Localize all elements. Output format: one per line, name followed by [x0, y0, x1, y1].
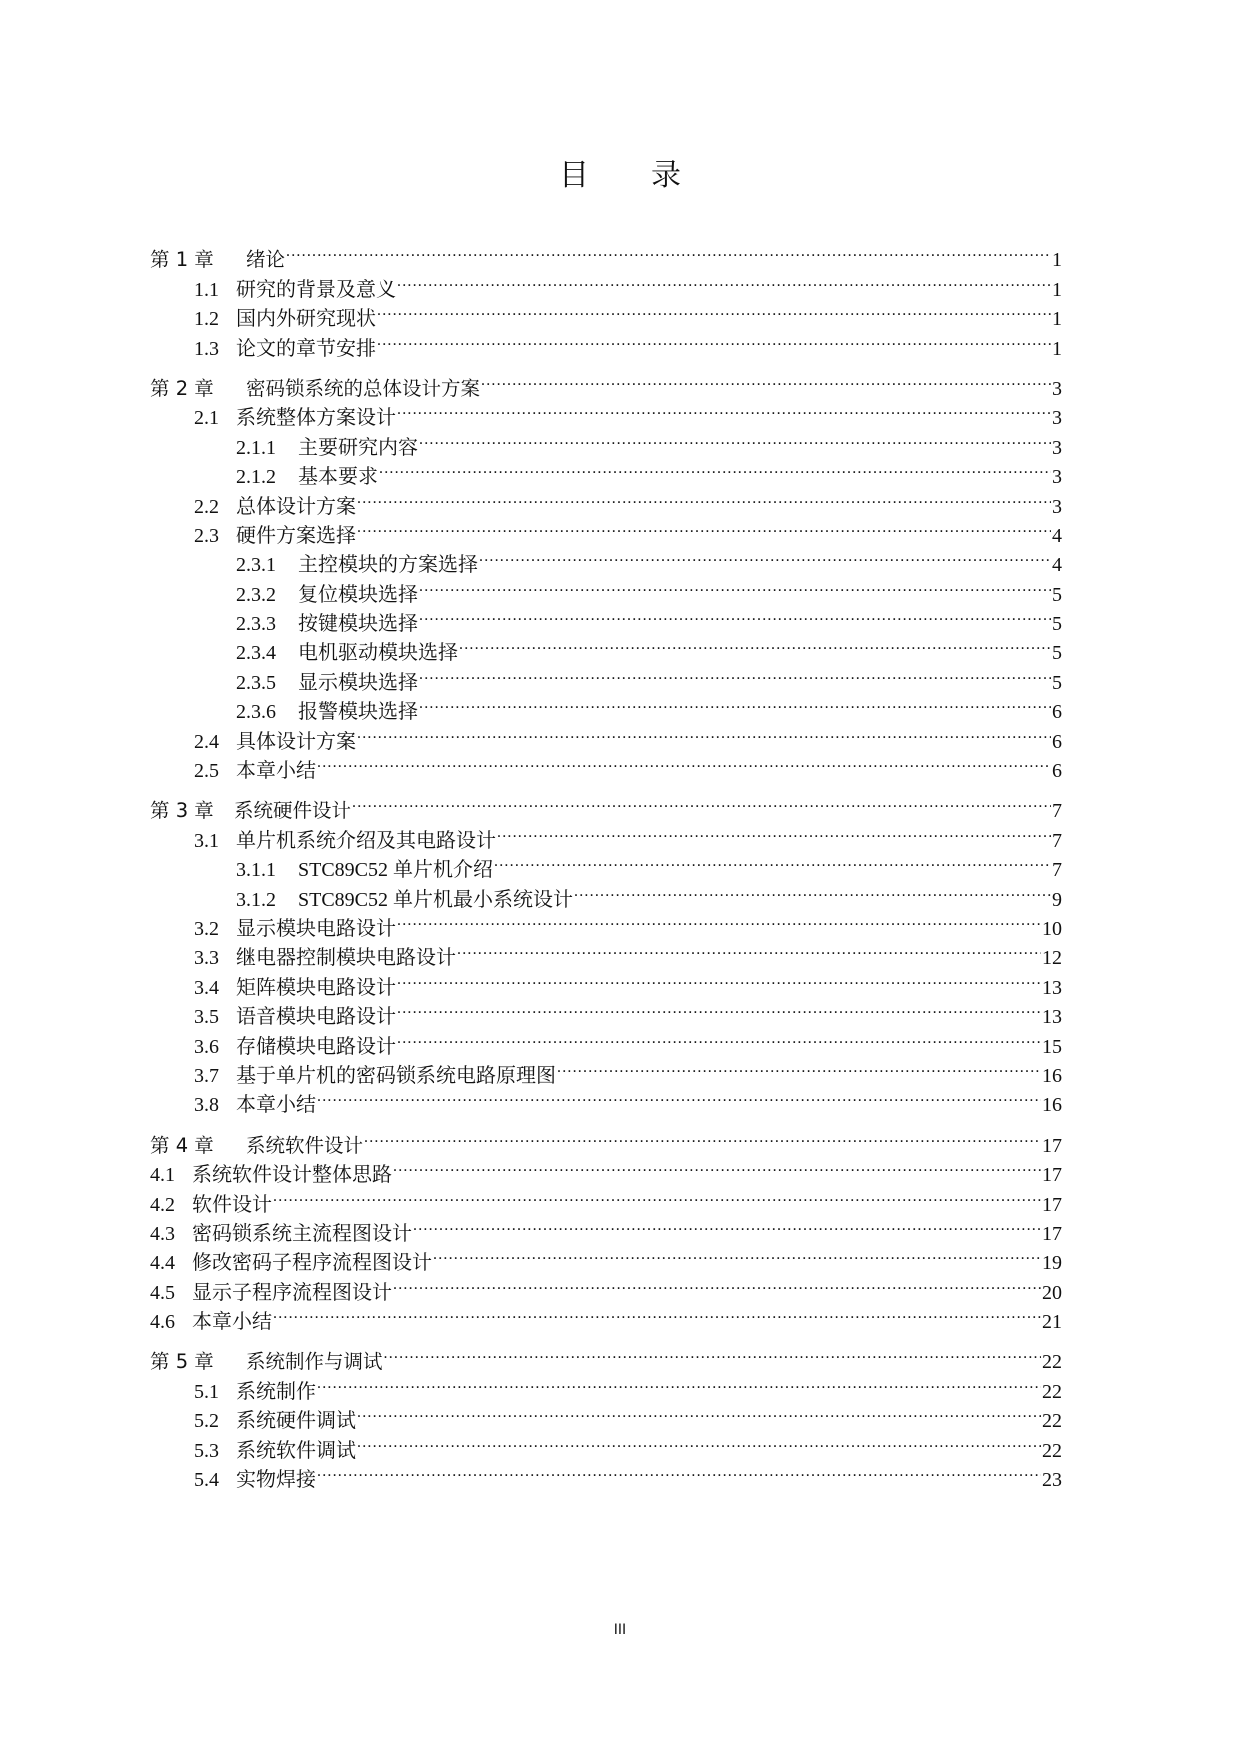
dot-leader: [352, 788, 1051, 817]
dot-leader: [457, 935, 1041, 964]
toc-entry-number: 5.3: [194, 1439, 219, 1462]
toc-entry-label: 本章小结: [236, 1094, 316, 1117]
toc-entry-label: 系统硬件调试: [236, 1410, 356, 1433]
toc-section-entry[interactable]: [150, 1181, 1062, 1216]
toc-entry-page: 4: [1052, 524, 1062, 547]
toc-entry-number: 2.5: [194, 760, 219, 783]
toc-entry-number: 3.7: [194, 1064, 219, 1087]
toc-entry-number: 1.2: [194, 308, 219, 331]
toc-entry-label: 继电器控制模块电路设计: [236, 947, 456, 970]
toc-entry-page: 4: [1052, 554, 1062, 577]
dot-leader: [317, 1368, 1041, 1397]
toc-section-entry[interactable]: [150, 1299, 1062, 1334]
toc-entry-label: STC89C52 单片机最小系统设计: [298, 888, 574, 911]
toc-entry-number: 1.1: [194, 278, 219, 301]
toc-entry-page: 12: [1042, 947, 1062, 970]
toc-entry-number: 2.3.6: [236, 701, 276, 724]
toc-entry-page: 3: [1052, 436, 1062, 459]
dot-leader: [286, 237, 1051, 266]
toc-section-entry[interactable]: [150, 935, 1062, 970]
toc-entry-label: 本章小结: [192, 1311, 272, 1334]
toc-entry-number: 4.4: [150, 1252, 175, 1275]
toc-entry-number: 3.6: [194, 1035, 219, 1058]
toc-entry-number: 3.1.1: [236, 859, 276, 882]
toc-section-entry[interactable]: [150, 748, 1062, 783]
toc-section-entry[interactable]: [150, 847, 1062, 882]
toc-entry-number: 2.3.5: [236, 671, 276, 694]
toc-entry-number: 第 1 章: [150, 248, 214, 272]
toc-entry-page: 6: [1052, 760, 1062, 783]
toc-section-entry[interactable]: [150, 483, 1062, 518]
toc-entry-number: 5.1: [194, 1380, 219, 1403]
toc-entry-number: 5.2: [194, 1410, 219, 1433]
toc-entry-label: 修改密码子程序流程图设计: [192, 1252, 432, 1275]
toc-entry-page: 23: [1042, 1469, 1062, 1492]
toc-entry-label: 总体设计方案: [236, 495, 356, 518]
dot-leader: [433, 1240, 1041, 1269]
toc-entry-number: 第 2 章: [150, 376, 214, 400]
dot-leader: [317, 1457, 1041, 1486]
dot-leader: [357, 1427, 1041, 1456]
toc-entry-label: 软件设计: [192, 1193, 272, 1216]
toc-entry-label: 电机驱动模块选择: [298, 642, 458, 665]
dot-leader: [357, 1398, 1041, 1427]
toc-entry-label: 系统制作: [236, 1380, 316, 1403]
toc-entry-label: 密码锁系统的总体设计方案: [246, 376, 481, 400]
toc-section-entry[interactable]: [150, 454, 1062, 489]
toc-entry-number: 第 4 章: [150, 1133, 214, 1157]
toc-section-entry[interactable]: [150, 395, 1062, 430]
dot-leader: [273, 1181, 1041, 1210]
toc-section-entry[interactable]: [150, 296, 1062, 331]
toc-entry-number: 第 5 章: [150, 1350, 214, 1374]
toc-entry-label: 具体设计方案: [236, 730, 356, 753]
toc-entry-label: 矩阵模块电路设计: [236, 976, 396, 999]
dot-leader: [317, 748, 1051, 777]
dot-leader: [419, 689, 1051, 718]
toc-entry-page: 5: [1052, 642, 1062, 665]
toc-entry-page: 17: [1042, 1193, 1062, 1216]
toc-chapter-entry[interactable]: [150, 1339, 1062, 1374]
dot-leader: [419, 424, 1051, 453]
title-char-1: 目: [559, 158, 589, 193]
toc-entry-number: 2.1.2: [236, 466, 276, 489]
toc-section-entry[interactable]: [150, 964, 1062, 999]
toc-entry-label: 基本要求: [298, 466, 378, 489]
toc-entry-number: 5.4: [194, 1469, 219, 1492]
toc-entry-number: 3.2: [194, 917, 219, 940]
dot-leader: [494, 847, 1051, 876]
dot-leader: [397, 266, 1051, 295]
dot-leader: [557, 1053, 1041, 1082]
toc-entry-page: 3: [1052, 407, 1062, 430]
toc-entry-label: 系统软件设计整体思路: [192, 1164, 392, 1187]
page-title: [0, 150, 1240, 194]
toc-entry-number: 3.1.2: [236, 888, 276, 911]
dot-leader: [393, 1269, 1041, 1298]
toc-section-entry[interactable]: [150, 1457, 1062, 1492]
toc-section-entry[interactable]: [150, 1053, 1062, 1087]
toc-section-entry[interactable]: [150, 542, 1062, 577]
toc-entry-page: 17: [1042, 1134, 1062, 1157]
toc-section-entry[interactable]: [150, 424, 1062, 459]
toc-entry-number: 3.5: [194, 1006, 219, 1029]
toc-entry-label: 报警模块选择: [298, 701, 418, 724]
dot-leader: [459, 630, 1051, 659]
toc-entry-label: 实物焊接: [236, 1469, 316, 1492]
toc-entry-label: 主要研究内容: [298, 436, 418, 459]
toc-section-entry[interactable]: [150, 1269, 1062, 1304]
toc-section-entry[interactable]: [150, 1398, 1062, 1433]
toc-entry-label: STC89C52 单片机介绍: [298, 859, 494, 882]
toc-entry-number: 2.3.3: [236, 613, 276, 636]
toc-entry-page: 22: [1042, 1439, 1062, 1462]
toc-section-entry[interactable]: [150, 1427, 1062, 1462]
toc-entry-page: 22: [1042, 1410, 1062, 1433]
dot-leader: [317, 1082, 1041, 1111]
toc-entry-page: 7: [1052, 859, 1062, 882]
toc-entry-label: 显示模块电路设计: [236, 917, 396, 940]
toc-entry-page: 1: [1052, 337, 1062, 360]
toc-entry-page: 3: [1052, 377, 1062, 400]
toc-entry-number: 2.4: [194, 730, 219, 753]
toc-entry-page: 21: [1042, 1311, 1062, 1334]
dot-leader: [377, 325, 1051, 354]
toc-entry-page: 22: [1042, 1380, 1062, 1403]
table-of-contents: [150, 237, 1062, 1492]
toc-entry-label: 系统软件调试: [236, 1439, 356, 1462]
dot-leader: [397, 395, 1051, 424]
dot-leader: [419, 571, 1051, 600]
toc-entry-label: 硬件方案选择: [236, 524, 356, 547]
toc-entry-page: 10: [1042, 917, 1062, 940]
toc-section-entry[interactable]: [150, 601, 1062, 636]
dot-leader: [393, 1152, 1041, 1181]
toc-entry-page: 1: [1052, 278, 1062, 301]
toc-entry-page: 16: [1042, 1064, 1062, 1087]
toc-entry-page: 20: [1042, 1281, 1062, 1304]
toc-entry-number: 3.1: [194, 829, 219, 852]
toc-entry-number: 2.3.1: [236, 554, 276, 577]
toc-entry-label: 系统硬件设计: [234, 799, 352, 823]
toc-entry-label: 按键模块选择: [298, 613, 418, 636]
dot-leader: [379, 454, 1051, 483]
toc-section-entry[interactable]: [150, 906, 1062, 940]
toc-section-entry[interactable]: [150, 689, 1062, 724]
dot-leader: [364, 1122, 1041, 1151]
toc-entry-label: 单片机系统介绍及其电路设计: [236, 829, 496, 852]
toc-entry-number: 2.1: [194, 407, 219, 430]
toc-chapter-entry[interactable]: [150, 366, 1062, 400]
toc-entry-number: 4.2: [150, 1193, 175, 1216]
toc-entry-page: 15: [1042, 1035, 1062, 1058]
dot-leader: [479, 542, 1051, 571]
toc-entry-label: 研究的背景及意义: [236, 278, 396, 301]
toc-section-entry[interactable]: [150, 630, 1062, 665]
dot-leader: [397, 964, 1041, 993]
toc-entry-number: 1.3: [194, 337, 219, 360]
dot-leader: [497, 817, 1051, 846]
toc-chapter-entry[interactable]: [150, 788, 1062, 823]
toc-entry-number: 2.2: [194, 495, 219, 518]
toc-entry-page: 13: [1042, 976, 1062, 999]
toc-section-entry[interactable]: [150, 659, 1062, 694]
dot-leader: [574, 876, 1051, 905]
dot-leader: [481, 366, 1051, 395]
toc-entry-page: 3: [1052, 495, 1062, 518]
toc-entry-label: 复位模块选择: [298, 583, 418, 606]
toc-entry-label: 本章小结: [236, 760, 316, 783]
toc-section-entry[interactable]: [150, 876, 1062, 911]
toc-entry-number: 2.3.4: [236, 642, 276, 665]
toc-entry-page: 5: [1052, 671, 1062, 694]
toc-entry-number: 3.8: [194, 1094, 219, 1117]
dot-leader: [377, 296, 1051, 325]
page-number-footer: III: [613, 1622, 627, 1638]
toc-section-entry[interactable]: [150, 1082, 1062, 1117]
toc-section-entry[interactable]: [150, 513, 1062, 547]
dot-leader: [413, 1211, 1041, 1240]
dot-leader: [397, 1023, 1041, 1052]
toc-section-entry[interactable]: [150, 1152, 1062, 1187]
toc-entry-page: 1: [1052, 308, 1062, 331]
dot-leader: [384, 1339, 1041, 1368]
dot-leader: [397, 906, 1041, 935]
toc-entry-page: 13: [1042, 1006, 1062, 1029]
toc-entry-label: 基于单片机的密码锁系统电路原理图: [236, 1064, 556, 1087]
title-char-2: 录: [651, 158, 681, 193]
dot-leader: [357, 718, 1051, 747]
toc-entry-label: 密码锁系统主流程图设计: [192, 1222, 412, 1245]
toc-entry-label: 系统整体方案设计: [236, 407, 396, 430]
toc-entry-page: 22: [1042, 1351, 1062, 1374]
toc-entry-page: 6: [1052, 730, 1062, 753]
toc-entry-number: 2.1.1: [236, 436, 276, 459]
toc-section-entry[interactable]: [150, 266, 1062, 301]
toc-section-entry[interactable]: [150, 1368, 1062, 1403]
dot-leader: [357, 483, 1051, 512]
toc-entry-page: 19: [1042, 1252, 1062, 1275]
toc-entry-page: 5: [1052, 613, 1062, 636]
toc-entry-label: 显示子程序流程图设计: [192, 1281, 392, 1304]
toc-entry-page: 5: [1052, 583, 1062, 606]
toc-entry-label: 系统软件设计: [246, 1133, 364, 1157]
toc-entry-number: 4.3: [150, 1222, 175, 1245]
toc-section-entry[interactable]: [150, 325, 1062, 360]
toc-entry-number: 2.3: [194, 524, 219, 547]
toc-entry-page: 16: [1042, 1094, 1062, 1117]
toc-entry-label: 系统制作与调试: [246, 1350, 383, 1374]
dot-leader: [273, 1299, 1041, 1328]
toc-entry-page: 7: [1052, 800, 1062, 823]
toc-section-entry[interactable]: [150, 571, 1062, 606]
dot-leader: [357, 513, 1051, 542]
toc-section-entry[interactable]: [150, 1240, 1062, 1275]
dot-leader: [397, 994, 1041, 1023]
toc-entry-label: 显示模块选择: [298, 671, 418, 694]
toc-section-entry[interactable]: [150, 718, 1062, 753]
toc-entry-page: 9: [1052, 888, 1062, 911]
toc-entry-label: 论文的章节安排: [236, 337, 376, 360]
toc-entry-number: 2.3.2: [236, 583, 276, 606]
dot-leader: [419, 601, 1051, 630]
toc-entry-number: 第 3 章: [150, 799, 214, 823]
toc-entry-page: 17: [1042, 1164, 1062, 1187]
toc-entry-number: 4.1: [150, 1164, 175, 1187]
toc-entry-number: 4.6: [150, 1311, 175, 1334]
toc-chapter-entry[interactable]: [150, 1122, 1062, 1157]
toc-entry-page: 7: [1052, 829, 1062, 852]
toc-chapter-entry[interactable]: [150, 237, 1062, 272]
toc-section-entry[interactable]: [150, 817, 1062, 852]
toc-entry-label: 存储模块电路设计: [236, 1035, 396, 1058]
toc-entry-page: 17: [1042, 1222, 1062, 1245]
toc-entry-page: 3: [1052, 466, 1062, 489]
toc-entry-label: 主控模块的方案选择: [298, 554, 478, 577]
toc-section-entry[interactable]: [150, 994, 1062, 1029]
toc-entry-label: 国内外研究现状: [236, 308, 376, 331]
toc-entry-label: 语音模块电路设计: [236, 1006, 396, 1029]
toc-section-entry[interactable]: [150, 1211, 1062, 1245]
toc-entry-label: 绪论: [246, 248, 286, 272]
toc-entry-page: 6: [1052, 701, 1062, 724]
toc-entry-number: 3.4: [194, 976, 219, 999]
toc-entry-number: 3.3: [194, 947, 219, 970]
toc-entry-number: 4.5: [150, 1281, 175, 1304]
dot-leader: [419, 659, 1051, 688]
toc-entry-page: 1: [1052, 249, 1062, 272]
toc-section-entry[interactable]: [150, 1023, 1062, 1058]
